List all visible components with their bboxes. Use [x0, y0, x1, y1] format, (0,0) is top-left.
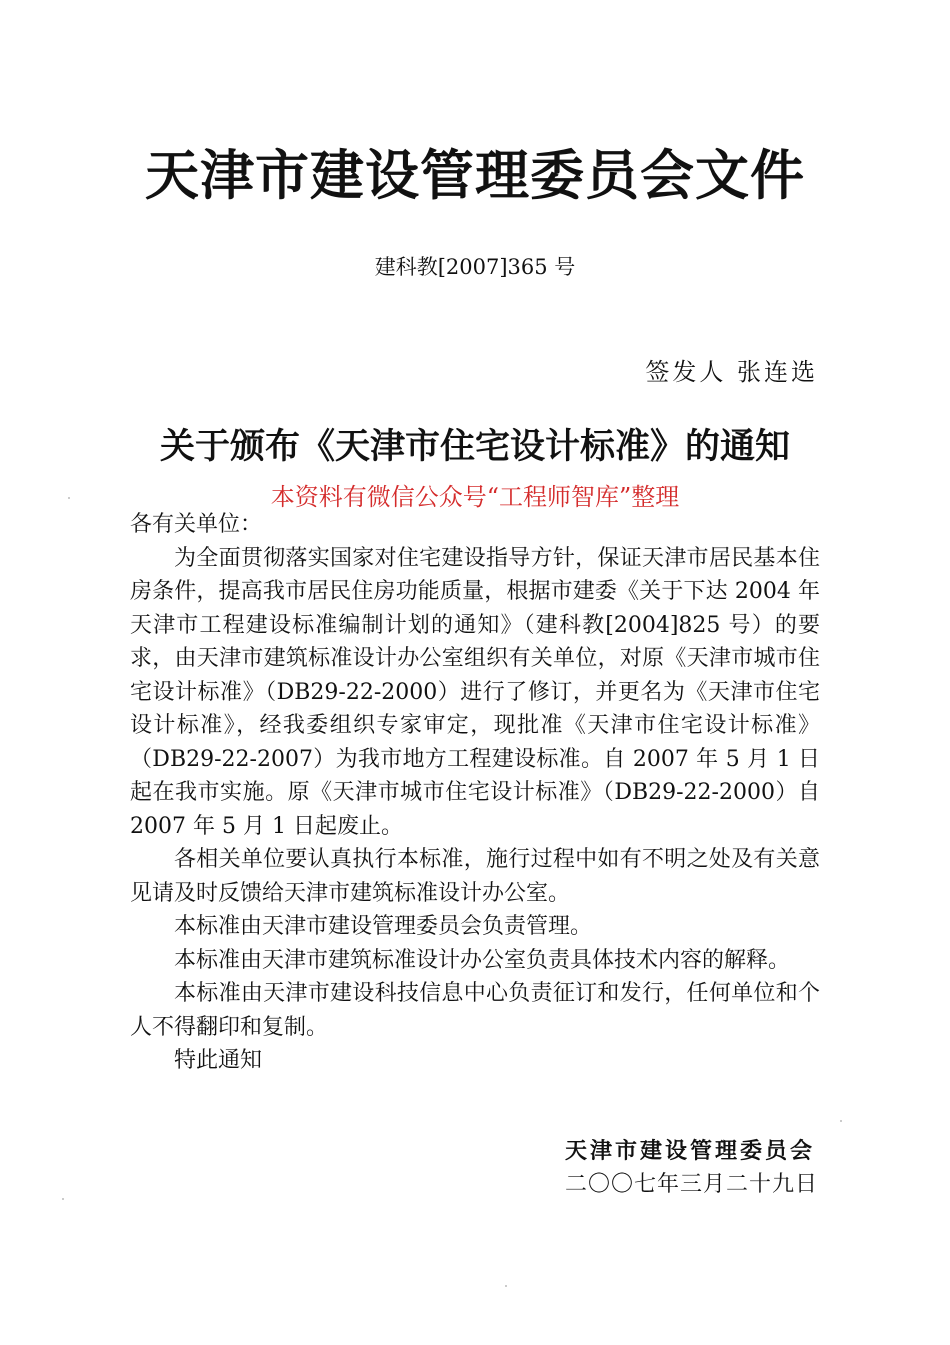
body-paragraph: 本标准由天津市建设科技信息中心负责征订和发行，任何单位和个人不得翻印和复制。	[130, 981, 820, 1040]
salutation: 各有关单位：	[130, 512, 263, 537]
body-paragraph: 本标准由天津市建筑标准设计办公室负责具体技术内容的解释。	[174, 947, 791, 973]
signer-line: 签发人 张连选	[645, 358, 818, 386]
notice-body	[130, 508, 820, 1078]
closing-line: 特此通知	[174, 1048, 263, 1073]
document-header-title: 天津市建设管理委员会文件	[145, 143, 805, 207]
issue-date: 二〇〇七年三月二十九日	[564, 1172, 818, 1197]
scan-speck	[62, 1198, 64, 1200]
scan-speck	[505, 1285, 507, 1287]
body-paragraph: 各相关单位要认真执行本标准，施行过程中如有不明之处及有关意见请及时反馈给天津市建筑标准设计办公室。	[130, 847, 820, 906]
issuer-block	[565, 1135, 818, 1201]
scan-speck	[840, 1120, 842, 1122]
body-paragraph: 为全面贯彻落实国家对住宅建设指导方针，保证天津市居民基本住房条件，提高我市居民住房功能质量，根据市建委《关于下达 2004 年天津市工程建设标准编制计划的通知》（建科教[2004]825 号）的要求，由天津市建筑标准设计办公室组织有关单位，对原《天津市城市住宅设计标准》（DB29-22-2000）进行了修订，并更名为《天津市住宅设计标准》，经我委组织专家审定，现批准《天津市住宅设计标准》（DB29-22-2007）为我市地方工程建设标准。自 2007 年 5 月 1 日起在我市实施。原《天津市城市住宅设计标准》（DB29-22-2000）自 2007 年 5 月 1 日起废止。	[130, 545, 820, 839]
scan-speck	[68, 497, 70, 499]
notice-title: 关于颁布《天津市住宅设计标准》的通知	[159, 426, 790, 467]
issuer-name: 天津市建设管理委员会	[564, 1138, 815, 1164]
document-number: 建科教[2007]365 号	[374, 255, 576, 279]
watermark-note: 本资料有微信公众号“工程师智库”整理	[270, 483, 680, 511]
body-paragraph: 本标准由天津市建设管理委员会负责管理。	[174, 914, 593, 939]
